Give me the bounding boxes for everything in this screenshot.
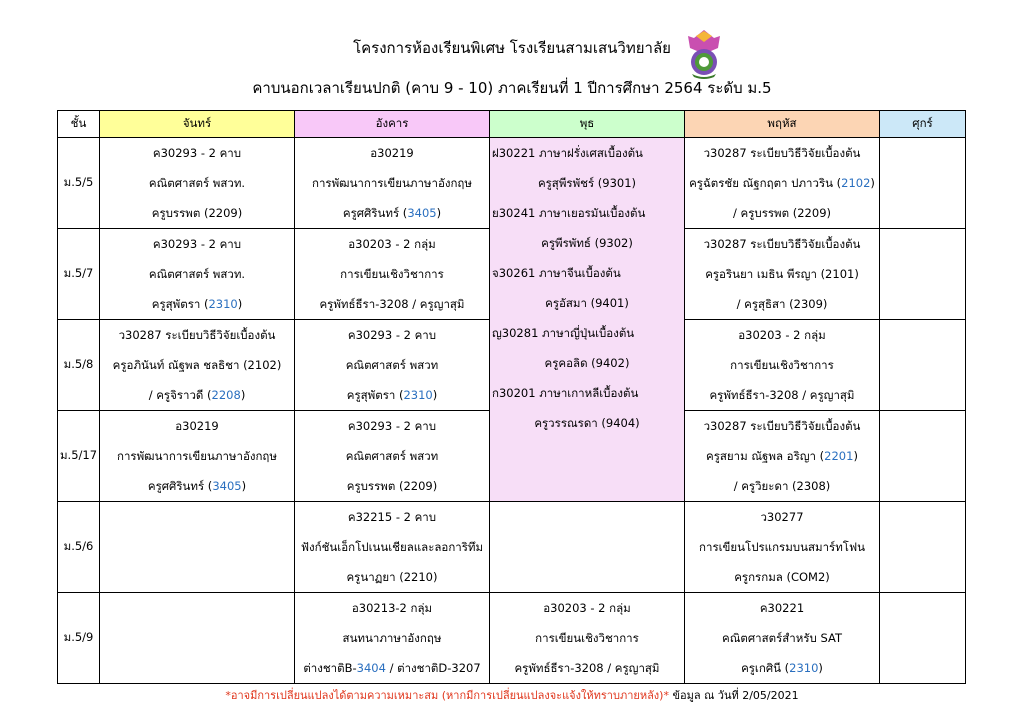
- course-code: ค30293 - 2 คาบ: [347, 419, 437, 433]
- paren: ): [853, 449, 858, 463]
- course-name: คณิตศาสตร์ พสวท: [345, 358, 439, 372]
- friday-cell: [880, 502, 966, 593]
- course-code: อ30203 - 2 กลุ่ม: [543, 601, 631, 615]
- course-code: ว30277: [760, 510, 804, 524]
- tuesday-cell: [295, 138, 490, 229]
- course-name: คณิตศาสตร์ พสวท.: [148, 176, 246, 190]
- paren: ): [432, 388, 438, 402]
- teacher: ครูสุพีรพัชร์ (9301): [537, 176, 637, 190]
- room-number: 2310: [789, 661, 819, 675]
- thursday-cell: [685, 229, 880, 320]
- course-name: การเขียนเชิงวิชาการ: [535, 631, 639, 645]
- paren: ): [436, 206, 442, 220]
- course-name: คณิตศาสตร์ พสวท.: [148, 267, 246, 281]
- paren: ): [241, 479, 247, 493]
- teacher: [295, 653, 489, 683]
- teacher: ครูวรรณรดา (9404): [534, 416, 640, 430]
- course-code: อ30219: [175, 419, 219, 433]
- thursday-cell: [685, 320, 880, 411]
- teacher-name: ครูสยาม ณัฐพล อริญา (: [706, 449, 825, 463]
- disclaimer-text: *อาจมีการเปลี่ยนแปลงได้ตามความเหมาะสม (หากมีการเปลี่ยนแปลงจะแจ้งให้ทราบภายหลัง)*: [225, 689, 669, 702]
- monday-cell: [100, 411, 295, 502]
- tuesday-cell: [295, 229, 490, 320]
- teacher: ครูอภินันท์ ณัฐพล ชลธิชา (2102): [112, 358, 282, 372]
- teacher: ครูนาฏยา (2210): [346, 570, 438, 584]
- teacher-name: ครูสุพัตรา (: [151, 297, 209, 311]
- monday-cell: [100, 593, 295, 684]
- class-level: ม.5/17: [58, 411, 100, 502]
- course-name: การเขียนเชิงวิชาการ: [730, 358, 834, 372]
- course-code: ค32215 - 2 คาบ: [347, 510, 437, 524]
- room-number: 3405: [407, 206, 437, 220]
- thursday-cell: [685, 502, 880, 593]
- course-name: คณิตศาสตร์ พสวท: [345, 449, 439, 463]
- teacher-name: ครูสุพัตรา (: [346, 388, 404, 402]
- teacher: ครูคอลิด (9402): [544, 356, 630, 370]
- teacher: [295, 380, 489, 410]
- header-thursday: พฤหัส: [685, 111, 880, 138]
- teacher: [685, 653, 879, 683]
- teacher: ครูกรกมล (COM2): [734, 570, 830, 584]
- teacher: [685, 168, 879, 198]
- course-code: ค30293 - 2 คาบ: [152, 237, 242, 251]
- class-level: ม.5/9: [58, 593, 100, 684]
- teacher-name: / ครูจิราวดี (: [148, 388, 212, 402]
- teacher-name: ครูศศิรินทร์ (: [342, 206, 408, 220]
- wednesday-cell: [490, 502, 685, 593]
- table-row: [58, 502, 966, 593]
- class-level: ม.5/5: [58, 138, 100, 229]
- course-name: การพัฒนาการเขียนภาษาอังกฤษ: [117, 449, 277, 463]
- page-title: โครงการห้องเรียนพิเศษ โรงเรียนสามเสนวิทยาลัย: [353, 39, 671, 57]
- teacher: [100, 380, 294, 410]
- monday-cell: [100, 320, 295, 411]
- room-number: 2201: [824, 449, 854, 463]
- friday-cell: [880, 320, 966, 411]
- header-tuesday: อังคาร: [295, 111, 490, 138]
- tuesday-cell: [295, 593, 490, 684]
- friday-cell: [880, 593, 966, 684]
- course-name: คณิตศาสตร์สำหรับ SAT: [722, 631, 842, 645]
- teacher: ครูพัทธ์ธีรา-3208 / ครูญาสุมิ: [514, 661, 660, 675]
- friday-cell: [880, 229, 966, 320]
- header-row: [58, 111, 966, 138]
- teacher: [295, 198, 489, 228]
- teacher-name: ต่างชาติB-: [303, 661, 357, 675]
- teacher: / ครูวิยะดา (2308): [733, 479, 831, 493]
- table-row: [58, 138, 966, 229]
- paren: ): [240, 388, 246, 402]
- teacher-name: ครูเกศินี (: [741, 661, 790, 675]
- teacher-name: ครูศศิรินทร์ (: [147, 479, 213, 493]
- paren: ): [237, 297, 243, 311]
- course-name: ฟังก์ชันเอ็กโปเนนเชียลและลอการิทึม: [300, 540, 484, 554]
- header-monday: จันทร์: [100, 111, 295, 138]
- tuesday-cell: [295, 320, 490, 411]
- paren: ): [818, 661, 823, 675]
- thursday-cell: [685, 411, 880, 502]
- course-name: ฝ30221 ภาษาฝรั่งเศสเบื้องต้น: [492, 146, 643, 160]
- teacher: / ครูสุธิสา (2309): [736, 297, 828, 311]
- room-number: 2102: [841, 176, 871, 190]
- school-emblem-icon: [684, 28, 724, 80]
- teacher: [685, 441, 879, 471]
- course-code: ค30293 - 2 คาบ: [152, 146, 242, 160]
- course-name: จ30261 ภาษาจีนเบื้องต้น: [492, 266, 621, 280]
- room-number: 2310: [403, 388, 433, 402]
- teacher: ครูอัสมา (9401): [545, 296, 629, 310]
- teacher-name: ครูฉัตรชัย ณัฐกฤตา ปภาวริน (: [689, 176, 842, 190]
- course-name: การเขียนโปรแกรมบนสมาร์ทโฟน: [699, 540, 865, 554]
- course-name: ก30201 ภาษาเกาหลีเบื้องต้น: [492, 386, 639, 400]
- header-level: ชั้น: [58, 111, 100, 138]
- course-code: อ30203 - 2 กลุ่ม: [348, 237, 436, 251]
- teacher: [100, 471, 294, 501]
- course-name: ย30241 ภาษาเยอรมันเบื้องต้น: [492, 206, 646, 220]
- tuesday-cell: [295, 411, 490, 502]
- teacher: ครูพีรพัทธ์ (9302): [541, 236, 633, 250]
- teacher: ครูพัทธ์ธีรา-3208 / ครูญาสุมิ: [319, 297, 465, 311]
- class-level: ม.5/7: [58, 229, 100, 320]
- schedule-table: [57, 110, 966, 684]
- room-number: 3405: [212, 479, 242, 493]
- teacher: [100, 289, 294, 319]
- friday-cell: [880, 138, 966, 229]
- page-subtitle: คาบนอกเวลาเรียนปกติ (คาบ 9 - 10) ภาคเรียนที่ 1 ปีการศึกษา 2564 ระดับ ม.5: [252, 79, 772, 97]
- course-name: ว30287 ระเบียบวิธีวิจัยเบื้องต้น: [703, 419, 861, 433]
- teacher: / ครูบรรพต (2209): [733, 206, 831, 220]
- course-name: การเขียนเชิงวิชาการ: [340, 267, 444, 281]
- room-number: 3404: [356, 661, 386, 675]
- wednesday-cell: [490, 593, 685, 684]
- course-name: สนทนาภาษาอังกฤษ: [342, 631, 442, 645]
- course-name: การพัฒนาการเขียนภาษาอังกฤษ: [312, 176, 472, 190]
- data-date: ข้อมูล ณ วันที่ 2/05/2021: [668, 689, 799, 702]
- class-level: ม.5/6: [58, 502, 100, 593]
- course-name: ว30287 ระเบียบวิธีวิจัยเบื้องต้น: [703, 146, 861, 160]
- teacher: ครูอรินยา เมธิน พีรญา (2101): [705, 267, 859, 281]
- teacher: ครูบรรพต (2209): [346, 479, 438, 493]
- course-code: อ30219: [370, 146, 414, 160]
- room-number: 2310: [208, 297, 238, 311]
- teacher: ครูบรรพต (2209): [151, 206, 243, 220]
- course-code: ค30221: [759, 601, 805, 615]
- course-code: อ30213-2 กลุ่ม: [351, 601, 433, 615]
- course-name: ญ30281 ภาษาญี่ปุ่นเบื้องต้น: [492, 326, 635, 340]
- thursday-cell: [685, 138, 880, 229]
- course-name: ว30287 ระเบียบวิธีวิจัยเบื้องต้น: [703, 237, 861, 251]
- header-friday: ศุกร์: [880, 111, 966, 138]
- wednesday-language-cell: [490, 138, 685, 502]
- teacher-name: / ต่างชาติD-3207: [385, 661, 481, 675]
- class-level: ม.5/8: [58, 320, 100, 411]
- thursday-cell: [685, 593, 880, 684]
- course-code: ค30293 - 2 คาบ: [347, 328, 437, 342]
- course-name: ว30287 ระเบียบวิธีวิจัยเบื้องต้น: [118, 328, 276, 342]
- friday-cell: [880, 411, 966, 502]
- header-wednesday: พุธ: [490, 111, 685, 138]
- monday-cell: [100, 138, 295, 229]
- table-row: [58, 593, 966, 684]
- footer-note: [0, 686, 1024, 704]
- tuesday-cell: [295, 502, 490, 593]
- monday-cell: [100, 229, 295, 320]
- monday-cell: [100, 502, 295, 593]
- room-number: 2208: [211, 388, 241, 402]
- teacher: ครูพัทธ์ธีรา-3208 / ครูญาสุมิ: [709, 388, 855, 402]
- paren: ): [870, 176, 875, 190]
- course-code: อ30203 - 2 กลุ่ม: [738, 328, 826, 342]
